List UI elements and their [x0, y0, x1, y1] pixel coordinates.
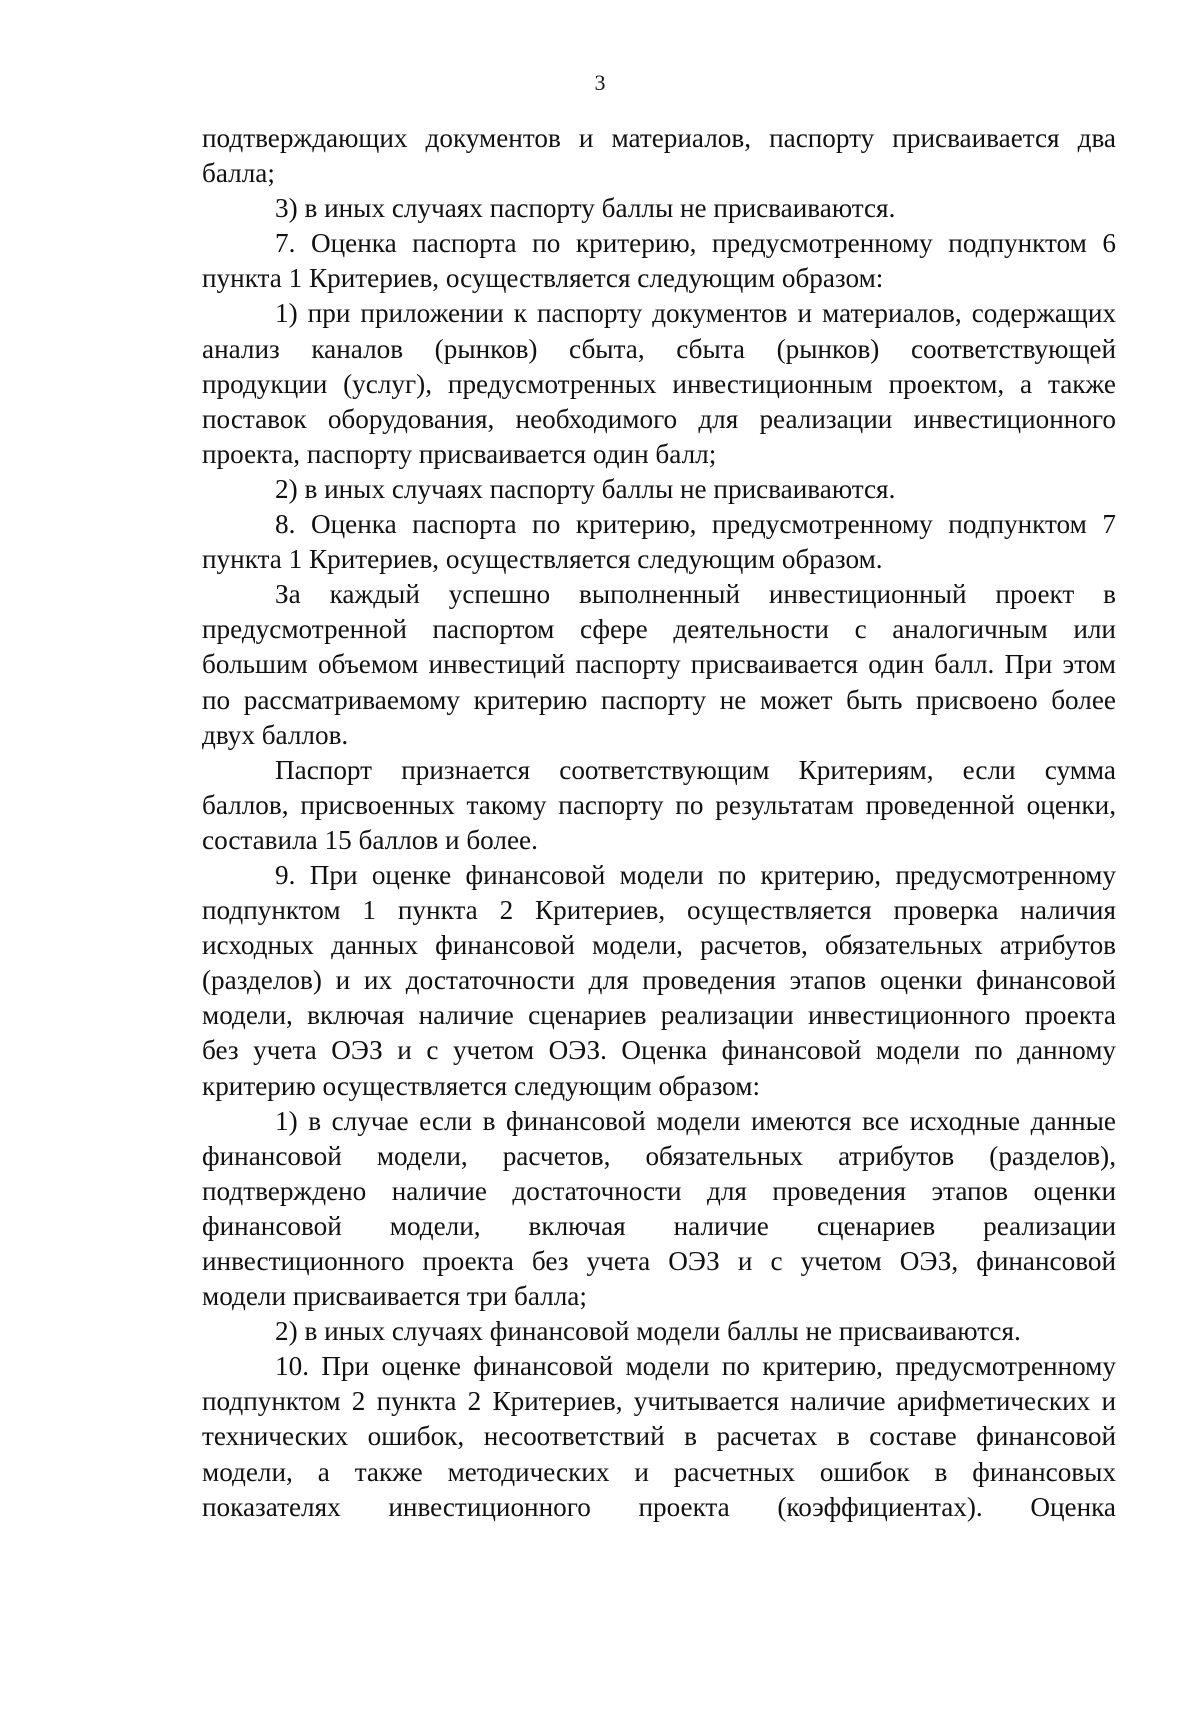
text-line: подтверждено наличие достаточности для проведения этапов оценки	[202, 1175, 1116, 1206]
text-line: составила 15 баллов и более.	[202, 824, 538, 855]
text-line: показателях инвестиционного проекта (коэффициентах). Оценка	[202, 1491, 1116, 1522]
text-line: пункта 1 Критериев, осуществляется следующим образом.	[202, 544, 883, 575]
text-line: подпунктом 1 пункта 2 Критериев, осуществляется проверка наличия	[202, 895, 1116, 926]
text-line: модели, а также методических и расчетных ошибок в финансовых	[202, 1456, 1116, 1487]
text-line: предусмотренной паспортом сфере деятельности с аналогичным или	[202, 614, 1116, 645]
page-number: 3	[594, 70, 606, 95]
text-line: пункта 1 Критериев, осуществляется следующим образом:	[202, 263, 884, 294]
text-line: 1) в случае если в финансовой модели имеются все исходные данные	[275, 1105, 1116, 1136]
text-line: подпунктом 2 пункта 2 Критериев, учитывается наличие арифметических и	[202, 1386, 1116, 1417]
text-line: балла;	[202, 158, 275, 189]
text-line: двух баллов.	[202, 719, 349, 750]
text-line: большим объемом инвестиций паспорту присваивается один балл. При этом	[202, 649, 1116, 680]
text-line: финансовой модели, включая наличие сценариев реализации	[202, 1210, 1116, 1241]
text-line: 1) при приложении к паспорту документов и материалов, содержащих	[275, 298, 1116, 329]
text-line: поставок оборудования, необходимого для реализации инвестиционного	[202, 403, 1116, 434]
text-line: баллов, присвоенных такому паспорту по результатам проведенной оценки,	[202, 789, 1116, 820]
text-line: по рассматриваемому критерию паспорту не может быть присвоено более	[202, 684, 1116, 715]
text-line: 10. При оценке финансовой модели по критерию, предусмотренному	[275, 1351, 1116, 1382]
text-line: 7. Оценка паспорта по критерию, предусмотренному подпунктом 6	[275, 228, 1116, 259]
text-line: критерию осуществляется следующим образом:	[202, 1070, 761, 1101]
text-line: анализ каналов (рынков) сбыта, сбыта (рынков) соответствующей	[202, 333, 1116, 364]
text-line: 2) в иных случаях паспорту баллы не присваиваются.	[275, 473, 896, 504]
text-line: модели, включая наличие сценариев реализации инвестиционного проекта	[202, 1000, 1116, 1031]
text-line: без учета ОЭЗ и с учетом ОЭЗ. Оценка финансовой модели по данному	[202, 1035, 1116, 1066]
text-line: инвестиционного проекта без учета ОЭЗ и с учетом ОЭЗ, финансовой	[202, 1246, 1116, 1276]
text-line: 8. Оценка паспорта по критерию, предусмотренному подпунктом 7	[275, 509, 1116, 540]
text-line: финансовой модели, расчетов, обязательных атрибутов (разделов),	[202, 1140, 1116, 1171]
text-line: проекта, паспорту присваивается один балл;	[202, 438, 717, 469]
text-line: модели присваивается три балла;	[202, 1281, 587, 1312]
text-line: подтверждающих документов и материалов, паспорту присваивается два	[202, 123, 1116, 153]
text-line: За каждый успешно выполненный инвестиционный проект в	[275, 579, 1116, 610]
text-line: исходных данных финансовой модели, расчетов, обязательных атрибутов	[202, 930, 1116, 961]
text-line: 2) в иных случаях финансовой модели баллы не присваиваются.	[275, 1316, 1021, 1347]
text-line: 3) в иных случаях паспорту баллы не присваиваются.	[275, 193, 896, 224]
document-body	[202, 121, 1116, 1525]
text-line: (разделов) и их достаточности для проведения этапов оценки финансовой	[202, 965, 1116, 996]
text-line: продукции (услуг), предусмотренных инвестиционным проектом, а также	[202, 368, 1116, 399]
text-line: Паспорт признается соответствующим Критериям, если сумма	[275, 754, 1116, 785]
text-line: технических ошибок, несоответствий в расчетах в составе финансовой	[202, 1421, 1116, 1452]
text-line: 9. При оценке финансовой модели по критерию, предусмотренному	[275, 859, 1116, 890]
